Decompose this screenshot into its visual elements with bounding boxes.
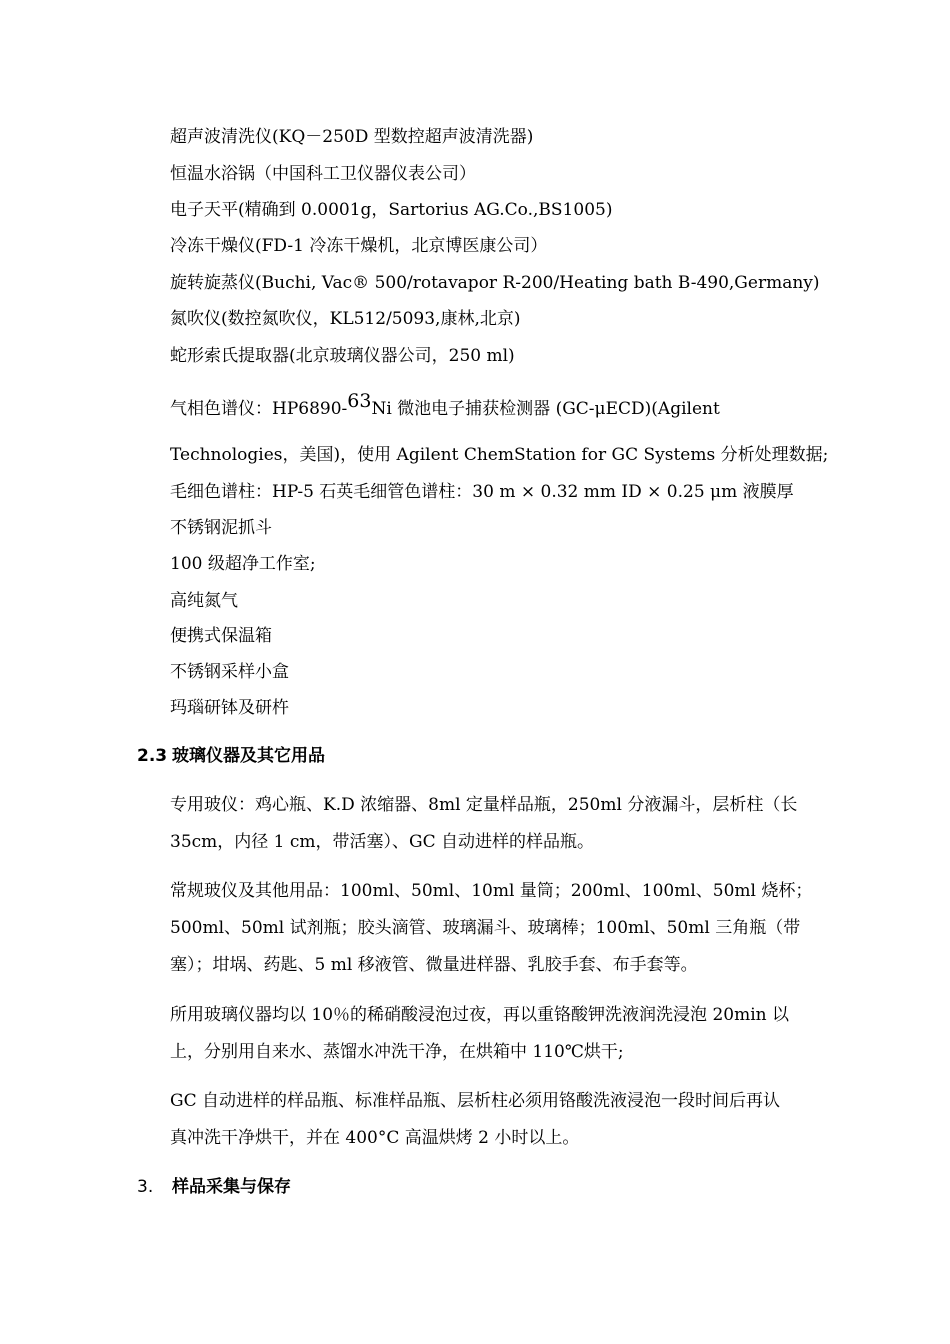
equipment-item: 毛细色谱柱：HP-5 石英毛细管色谱柱：30 m × 0.32 mm ID × 0.25 μm 液膜厚 xyxy=(170,482,794,502)
paragraph-line: 塞）；坩埚、药匙、5 ml 移液管、微量进样器、乳胶手套、布手套等。 xyxy=(170,955,698,975)
equipment-item: 氮吹仪(数控氮吹仪，KL512/5093,康林,北京) xyxy=(170,309,521,329)
paragraph-line: 35cm，内径 1 cm，带活塞）、GC 自动进样的样品瓶。 xyxy=(170,832,595,852)
section-number: 3. xyxy=(137,1177,154,1197)
equipment-item: 冷冻干燥仪(FD-1 冷冻干燥机，北京博医康公司） xyxy=(170,236,548,256)
paragraph-line: 所用玻璃仪器均以 10％的稀硝酸浸泡过夜，再以重铬酸钾洗液润洗浸泡 20min 以 xyxy=(170,1005,789,1025)
paragraph-line: 专用玻仪：鸡心瓶、K.D 浓缩器、8ml 定量样品瓶，250ml 分液漏斗，层析柱（长 xyxy=(170,795,798,815)
gc-prefix: 气相色谱仪：HP6890- xyxy=(170,399,348,419)
gc-instrument-line xyxy=(170,390,720,420)
equipment-item: 不锈钢采样小盒 xyxy=(170,662,289,682)
equipment-item: 高纯氮气 xyxy=(170,591,238,611)
gc-instrument-line2: Technologies，美国)，使用 Agilent ChemStation for GC Systems 分析处理数据; xyxy=(170,445,829,465)
equipment-item: 超声波清洗仪(KQ－250D 型数控超声波清洗器) xyxy=(170,127,534,147)
equipment-item: 蛇形索氏提取器(北京玻璃仪器公司，250 ml) xyxy=(170,346,515,366)
section-number: 2.3 xyxy=(137,746,168,766)
gc-isotope: 63 xyxy=(347,390,372,412)
paragraph-line: 真冲洗干净烘干，并在 400°C 高温烘烤 2 小时以上。 xyxy=(170,1128,580,1148)
paragraph-line: 上，分别用自来水、蒸馏水冲洗干净，在烘箱中 110℃烘干; xyxy=(170,1042,624,1062)
equipment-item: 恒温水浴锅（中国科工卫仪器仪表公司） xyxy=(170,164,476,184)
paragraph-line: 500ml、50ml 试剂瓶；胶头滴管、玻璃漏斗、玻璃棒；100ml、50ml 三角瓶（带 xyxy=(170,918,801,938)
equipment-item: 不锈钢泥抓斗 xyxy=(170,518,272,538)
equipment-item: 玛瑙研钵及研杵 xyxy=(170,698,289,718)
equipment-item: 电子天平(精确到 0.0001g，Sartorius AG.Co.,BS1005) xyxy=(170,200,613,220)
paragraph-line: GC 自动进样的样品瓶、标准样品瓶、层析柱必须用铬酸洗液浸泡一段时间后再认 xyxy=(170,1091,780,1111)
equipment-item: 100 级超净工作室; xyxy=(170,554,316,574)
equipment-item: 便携式保温箱 xyxy=(170,626,272,646)
section-title: 样品采集与保存 xyxy=(172,1177,291,1197)
paragraph-line: 常规玻仪及其他用品：100ml、50ml、10ml 量筒；200ml、100ml、50ml 烧杯； xyxy=(170,881,813,901)
equipment-item: 旋转旋蒸仪(Buchi, Vac® 500/rotavapor R-200/Heating bath B-490,Germany) xyxy=(170,273,820,293)
section-title: 玻璃仪器及其它用品 xyxy=(172,746,325,766)
gc-suffix: Ni 微池电子捕获检测器 (GC-μECD)(Agilent xyxy=(371,399,720,419)
